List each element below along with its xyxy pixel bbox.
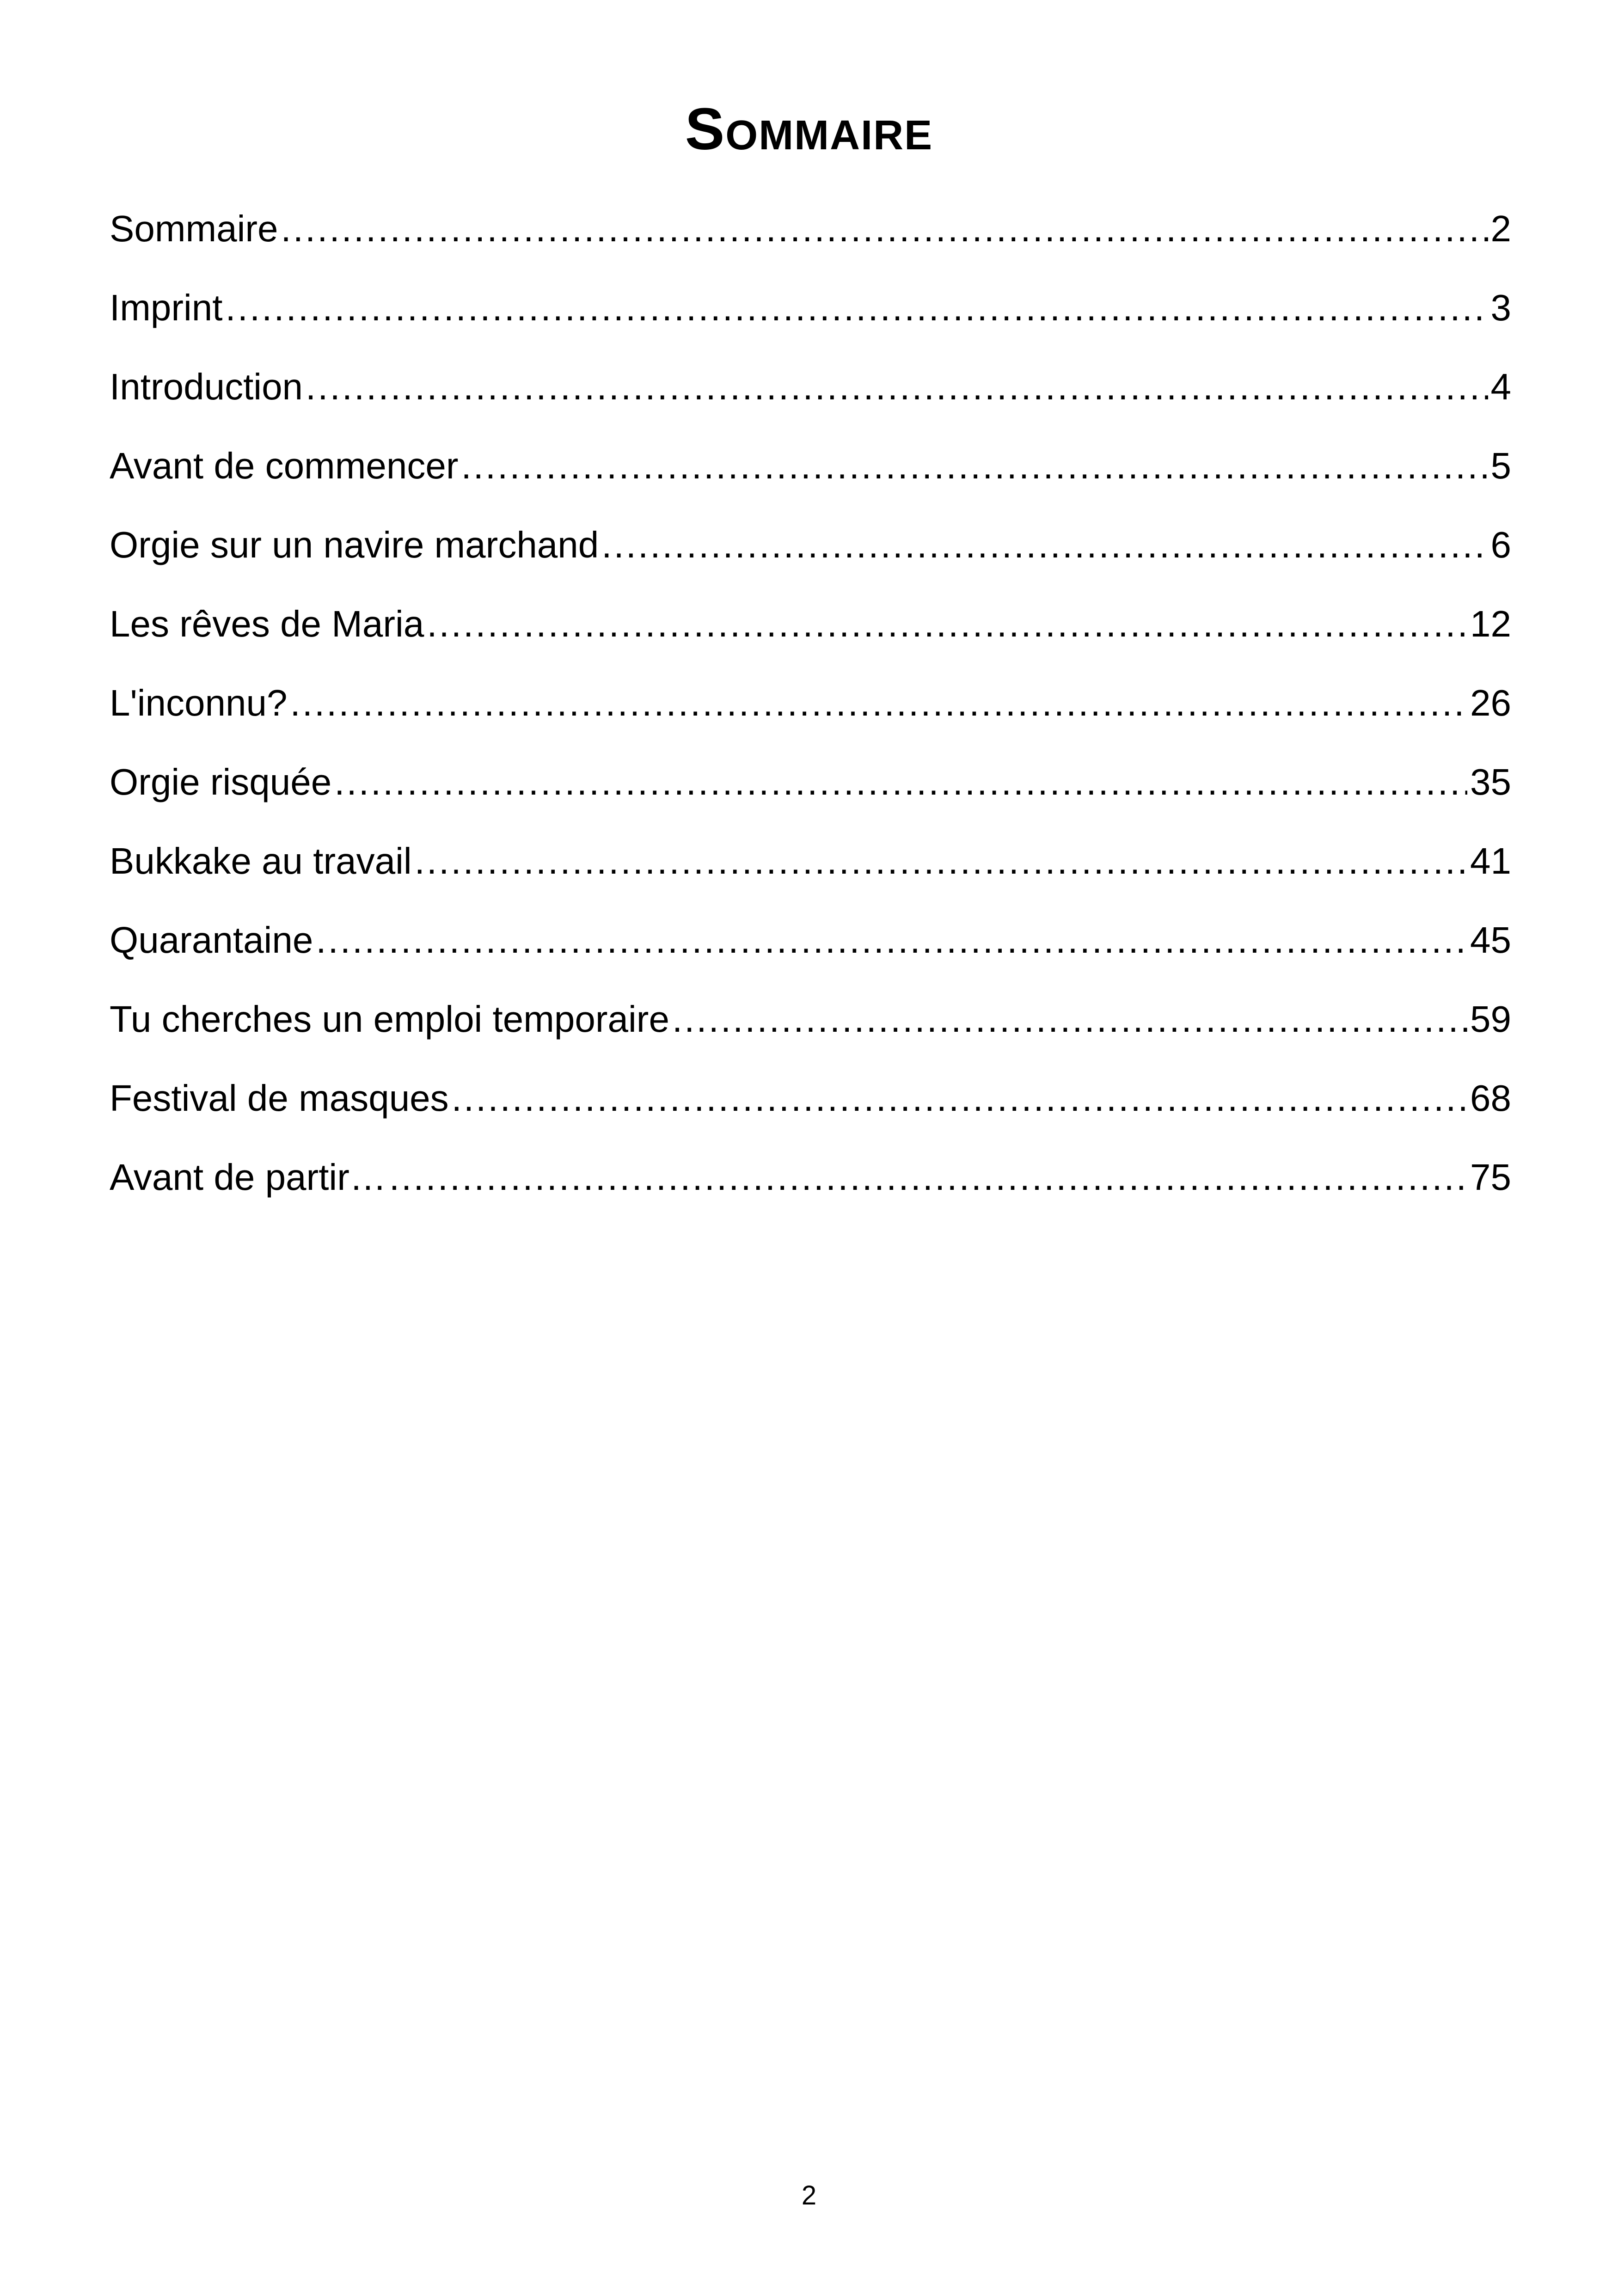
toc-entry-page: 45: [1470, 919, 1511, 961]
toc-entry-page: 41: [1470, 840, 1511, 882]
page-number: 2: [801, 2180, 817, 2210]
toc-entry[interactable]: [110, 436, 1511, 515]
toc-entry-title: Avant de commencer: [110, 445, 459, 486]
page-title: Sommaire: [685, 96, 933, 162]
toc-entry[interactable]: [110, 1068, 1511, 1147]
toc-entry-page: 4: [1490, 366, 1511, 407]
dot-leader: [672, 989, 1467, 1049]
dot-leader: [427, 594, 1467, 654]
dot-leader: [290, 673, 1468, 733]
toc-entry-title: Avant de partir…: [110, 1157, 386, 1198]
dot-leader: [316, 910, 1467, 970]
toc-entry-page: 35: [1470, 761, 1511, 802]
toc-entry[interactable]: [110, 515, 1511, 594]
dot-leader: [306, 357, 1488, 417]
toc-entry-page: 3: [1490, 287, 1511, 328]
toc-entry[interactable]: [110, 752, 1511, 831]
dot-leader: [389, 1147, 1467, 1207]
toc-entry[interactable]: [110, 673, 1511, 752]
toc-entry-title: L'inconnu?: [110, 682, 288, 723]
toc-entry[interactable]: [110, 989, 1511, 1068]
toc-entry-title: Orgie risquée: [110, 761, 332, 802]
dot-leader: [281, 199, 1488, 259]
dot-leader: [461, 436, 1488, 496]
toc-entry-page: 6: [1490, 524, 1511, 565]
toc-entry-page: 26: [1470, 682, 1511, 723]
toc-entry-title: Imprint: [110, 287, 223, 328]
toc-entry-page: 5: [1490, 445, 1511, 486]
toc-entry-title: Bukkake au travail: [110, 840, 412, 882]
toc-entry-title: Festival de masques: [110, 1078, 449, 1119]
toc-entry-page: 68: [1470, 1078, 1511, 1119]
toc-entry[interactable]: [110, 831, 1511, 910]
dot-leader: [601, 515, 1488, 575]
toc-entry[interactable]: [110, 199, 1511, 278]
toc-entry-title: Orgie sur un navire marchand: [110, 524, 599, 565]
dot-leader: [334, 752, 1467, 812]
dot-leader: [226, 278, 1488, 338]
toc-entry-title: Tu cherches un emploi temporaire: [110, 998, 669, 1040]
toc-entry-page: 2: [1490, 208, 1511, 249]
toc-entry-page: 12: [1470, 603, 1511, 644]
toc-entry[interactable]: [110, 594, 1511, 673]
dot-leader: [452, 1068, 1467, 1128]
toc-entry[interactable]: [110, 910, 1511, 989]
toc-entry-title: Quarantaine: [110, 919, 313, 961]
toc-entry-title: Les rêves de Maria: [110, 603, 424, 644]
toc-entry-page: 75: [1470, 1157, 1511, 1198]
toc-entry[interactable]: [110, 1147, 1511, 1226]
toc-entry-page: 59: [1470, 998, 1511, 1040]
table-of-contents: [110, 199, 1511, 1226]
toc-entry-title: Introduction: [110, 366, 303, 407]
toc-entry-title: Sommaire: [110, 208, 278, 249]
toc-entry[interactable]: [110, 357, 1511, 436]
toc-entry[interactable]: [110, 278, 1511, 357]
dot-leader: [415, 831, 1467, 891]
